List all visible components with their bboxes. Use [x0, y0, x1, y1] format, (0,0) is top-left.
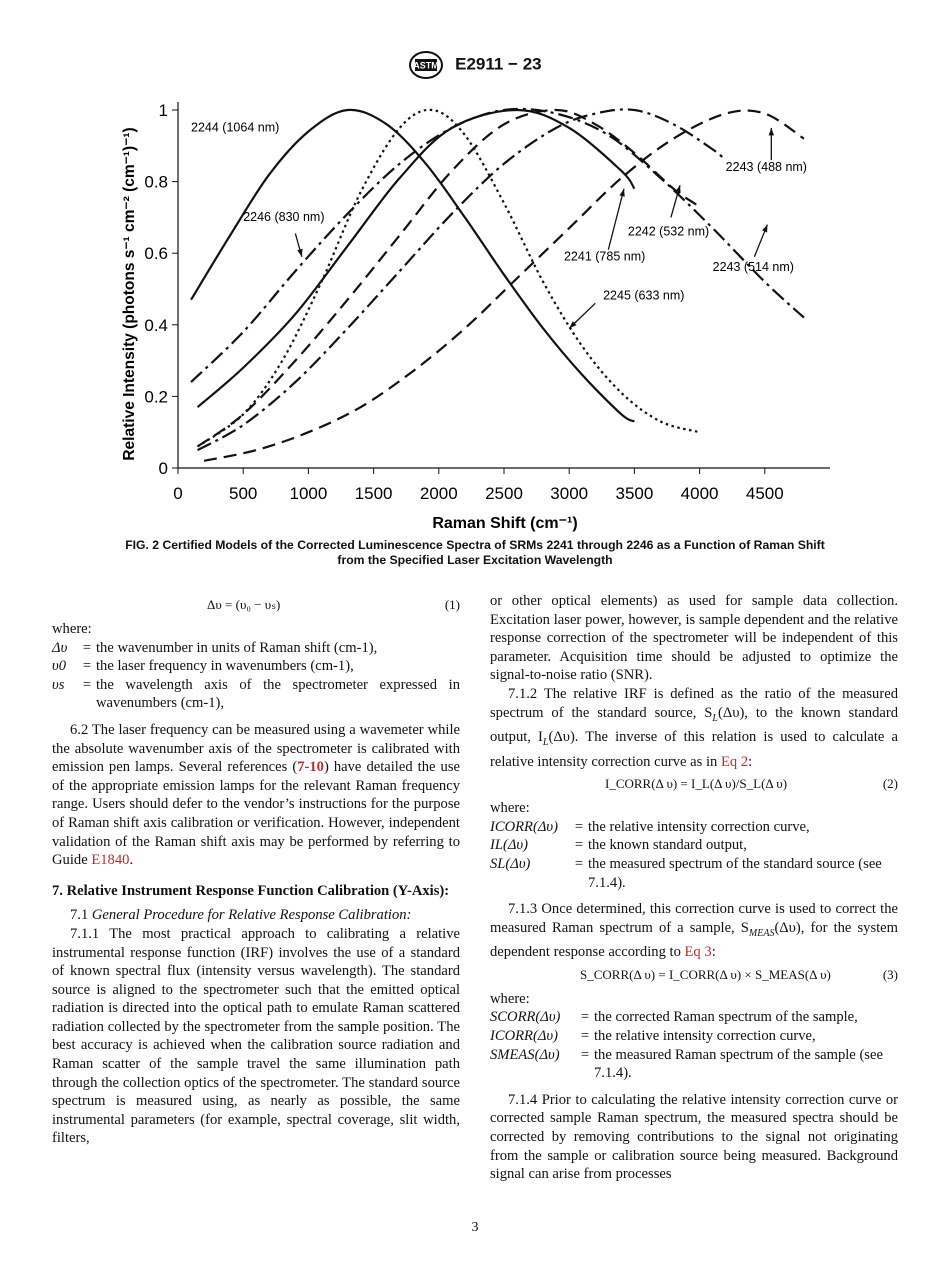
paragraph-7-1-1: 7.1.1 The most practical approach to calibrating a relative instrumental response function (IRF) involves the use of a standard of known spectral flux (intensity versus wavelength). The standard source is aligned to the spectrometer such that the emitted optical radiation is directed into the optical path to emulate Raman scattered radiation collected by the spectrometer from the sample position. The best accuracy is achieved when the calibration source radiation and Raman scatter of the sample travel the same illumination path through the collection optics of the spectrometer. The standard source spectrum is measured using, as nearly as possible, the same instrumental parameters (for example, spectral coverage, slit width, filters,	[52, 925, 460, 1147]
def-text: the laser frequency in wavenumbers (cm-1),	[96, 658, 354, 675]
def-text: the measured spectrum of the standard source (see 7.1.4).	[588, 855, 882, 891]
paragraph-6-2: 6.2 The laser frequency can be measured using a wavemeter while the absolute wavenumber axis of the spectrometer is calibrated with emission pen lamps. Several references (7-10) have detailed the use of the appropriate emission lamps for the relevant Raman frequency range. Users should defer to the vendor’s instructions for the purpose of Raman shift axis calibration or verification. However, independent validation of the Raman shift axis may be performed by referring to Guide E1840.	[52, 721, 460, 869]
figure-caption	[60, 538, 890, 568]
reference-link[interactable]: 7-10	[297, 759, 324, 776]
x-tick-label: 3000	[550, 484, 589, 503]
paragraph-7-1-2: 7.1.2 The relative IRF is defined as the ratio of the measured spectrum of the standard source, $S_L(\Delta\upsilon)$, to the known standard output, $I_L(\Delta\upsilon)$. The inverse of this relation is used to calculate a relative intensity correction curve as in Eq 2:	[490, 685, 898, 770]
x-tick-label: 2000	[419, 484, 458, 503]
def-equals: =	[82, 676, 92, 693]
def-text: the known standard output,	[588, 837, 747, 854]
series-annotation: 2246 (830 nm)	[243, 209, 325, 224]
svg-text:ASTM: ASTM	[413, 60, 440, 71]
paragraph-7-1-3: 7.1.3 Once determined, this correction curve is used to correct the measured Raman spectrum of a sample, $S_{MEAS}(\Delta\upsilon)$, for the system dependent response according to Eq 3:	[490, 901, 899, 961]
caption-line-1: FIG. 2 Certified Models of the Corrected Luminescence Spectra of SRMs 2241 through 2246 as a Function of Raman Shift	[125, 538, 825, 552]
where-1: where:	[52, 621, 92, 637]
raman-chart	[100, 88, 840, 533]
equation-1-number: (1)	[444, 597, 460, 612]
annotation-arrowhead	[297, 249, 302, 257]
annotation-arrowhead	[762, 225, 767, 233]
equation-2-expr: I_CORR(Δ υ) = I_L(Δ υ)/S_L(Δ υ)	[605, 776, 788, 792]
annotation-arrowhead	[769, 128, 774, 136]
left-column	[52, 592, 460, 1148]
def-text: the measured Raman spectrum of the sample (see 7.1.4).	[594, 1046, 883, 1082]
def-equals: =	[580, 1009, 590, 1026]
def-symbol: ICORR(Δυ)	[490, 1028, 558, 1044]
x-tick-label: 3500	[615, 484, 654, 503]
definition-row	[490, 855, 898, 892]
paragraph-7-1: 7.1 General Procedure for Relative Response Calibration:	[70, 907, 412, 924]
y-tick-label: 0.4	[144, 315, 168, 335]
y-tick-label: 0.8	[144, 172, 168, 192]
series-annotation: 2243 (514 nm)	[712, 260, 794, 275]
def-text: the wavelength axis of the spectrometer expressed in wavenumbers (cm-1),	[96, 676, 460, 712]
def-symbol: ICORR(Δυ)	[490, 818, 558, 835]
def-symbol: υ0	[52, 658, 66, 675]
definitions-1	[52, 639, 460, 713]
def-equals: =	[580, 1046, 590, 1063]
definition-row	[52, 657, 460, 676]
series-annotation: 2241 (785 nm)	[563, 249, 646, 264]
def-symbol: SCORR(Δυ)	[490, 1009, 561, 1026]
annotation-arrow	[608, 189, 624, 250]
def-equals: =	[574, 855, 584, 872]
paragraph-7-1-1-cont: or other optical elements) as used for sample data collection. Excitation laser power, however, is sample dependent and the relative response correction of the spectrometer will be independent of this parameter. Acquisition time should be adjusted to optimize the signal-to-noise ratio (SNR).	[490, 593, 898, 684]
series-annotation: 2243 (488 nm)	[725, 159, 807, 174]
def-symbol: Δυ	[52, 639, 68, 656]
where-2: where:	[490, 800, 530, 817]
definition-row	[52, 676, 460, 713]
series-line-2245-633-nm-	[198, 110, 700, 447]
definition-row	[490, 836, 898, 855]
x-tick-label: 0	[173, 484, 183, 503]
series-annotation: 2242 (532 nm)	[627, 224, 710, 239]
definition-row	[490, 818, 898, 837]
x-tick-label: 1500	[354, 484, 393, 503]
eq3-link[interactable]: Eq 3	[684, 944, 712, 961]
y-tick-label: 1	[158, 101, 168, 120]
y-axis-label: Relative Intensity (photons s⁻¹ cm⁻² (cm⁻¹)⁻¹)	[121, 127, 138, 461]
x-tick-label: 500	[229, 484, 258, 503]
equation-2	[490, 771, 898, 799]
equation-3	[490, 962, 898, 990]
def-equals: =	[574, 837, 584, 854]
def-text: the relative intensity correction curve,	[594, 1028, 816, 1044]
equation-1	[52, 592, 460, 620]
x-tick-label: 1000	[289, 484, 328, 503]
def-equals: =	[82, 658, 92, 675]
definition-row	[52, 639, 460, 658]
where-3: where:	[490, 990, 530, 1007]
def-equals: =	[580, 1028, 590, 1044]
def-text: the wavenumber in units of Raman shift (cm-1),	[96, 639, 378, 656]
equation-2-number: (2)	[882, 776, 898, 792]
def-equals: =	[574, 818, 584, 835]
definitions-2	[490, 818, 898, 892]
series-annotation: 2244 (1064 nm)	[191, 120, 280, 135]
x-axis-label: Raman Shift (cm⁻¹)	[432, 515, 578, 532]
def-text: the relative intensity correction curve,	[588, 818, 810, 835]
section-7-heading: 7. Relative Instrument Response Function Calibration (Y-Axis):	[52, 882, 450, 899]
equation-1-expr: Δυ = (υ₀ − υₛ)	[207, 597, 281, 612]
paragraph-7-1-4: 7.1.4 Prior to calculating the relative intensity correction curve or corrected sample Raman spectrum, the measured spectra should be corrected by removing contributions to the signal not originating from the sample or calibration source being measured. Background signal can arise from processes	[490, 1091, 898, 1183]
equation-3-expr: S_CORR(Δ υ) = I_CORR(Δ υ) × S_MEAS(Δ υ)	[580, 966, 831, 982]
definitions-3	[490, 1008, 898, 1082]
def-symbol: SL(Δυ)	[490, 855, 531, 872]
designation: E2911 − 23	[455, 54, 542, 74]
page-number: 3	[471, 1220, 479, 1235]
x-tick-label: 4000	[680, 484, 719, 503]
series-line-2244-1064-nm-	[191, 110, 634, 422]
guide-link[interactable]: E1840	[91, 852, 130, 869]
series-line-2246-830-nm-	[198, 110, 700, 447]
equation-3-number: (3)	[882, 966, 898, 982]
def-text: the corrected Raman spectrum of the sample,	[594, 1009, 858, 1026]
definition-row	[490, 1027, 898, 1046]
def-symbol: SMEAS(Δυ)	[490, 1046, 560, 1063]
x-tick-label: 4500	[745, 484, 784, 503]
caption-line-2: from the Specified Laser Excitation Wavelength	[337, 553, 613, 567]
definition-row	[490, 1008, 898, 1027]
y-tick-label: 0.6	[144, 244, 168, 264]
page-header	[0, 50, 950, 80]
annotation-arrowhead	[619, 189, 624, 197]
right-column	[490, 592, 898, 1184]
series-annotation: 2245 (633 nm)	[603, 288, 685, 303]
definition-row	[490, 1046, 898, 1083]
y-tick-label: 0.2	[144, 387, 168, 407]
x-tick-label: 2500	[485, 484, 523, 503]
astm-logo-icon	[408, 50, 444, 80]
eq2-link[interactable]: Eq 2	[720, 753, 749, 770]
def-symbol: IL(Δυ)	[490, 837, 528, 854]
def-symbol: υs	[52, 676, 65, 693]
y-tick-label: 0	[158, 459, 168, 478]
def-equals: =	[82, 639, 92, 656]
